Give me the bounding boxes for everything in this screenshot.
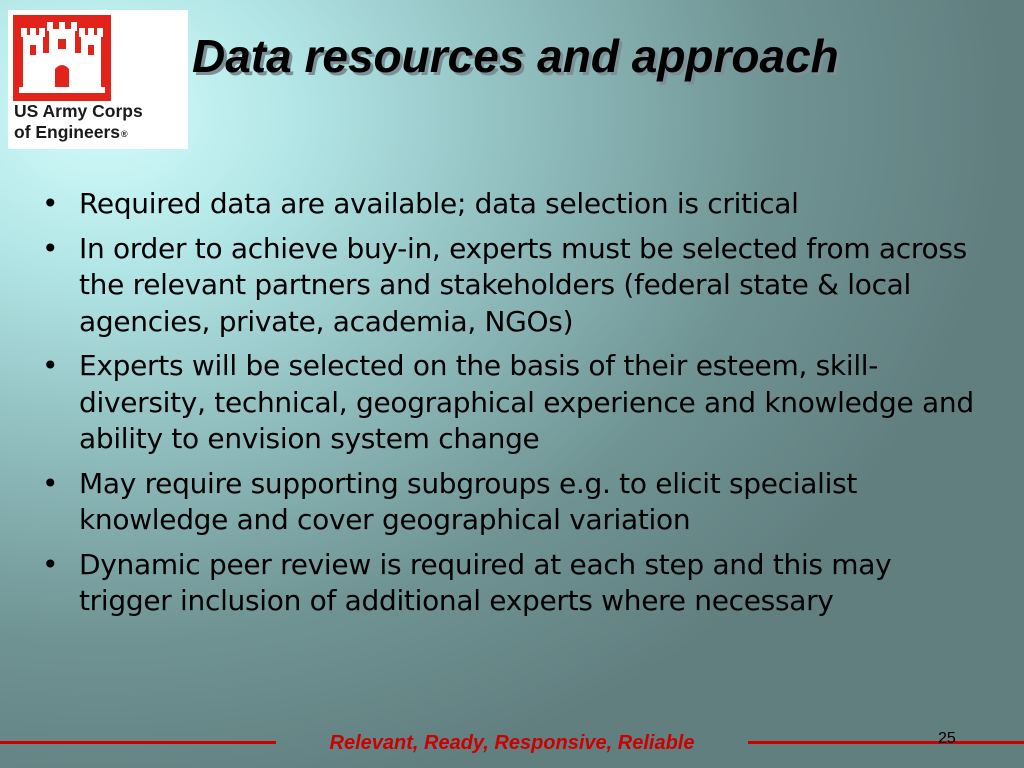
logo-line-2-text: of Engineers xyxy=(14,122,120,142)
bullet-item xyxy=(40,231,980,341)
bullet-text: Experts will be selected on the basis of their esteem, skill-diversity, technical, geographical experience and knowledge and ability to envision system change xyxy=(79,349,974,455)
bullet-text: May require supporting subgroups e.g. to elicit specialist knowledge and cover geographical variation xyxy=(79,466,858,536)
bullet-icon: • xyxy=(42,349,59,382)
logo-line-2 xyxy=(14,122,186,145)
usace-logo xyxy=(8,10,188,149)
logo-line-1: US Army Corps xyxy=(14,101,143,121)
bullet-icon: • xyxy=(42,547,59,581)
slide-title: Data resources and approach xyxy=(192,30,839,82)
castle-icon xyxy=(13,15,111,101)
bullet-item xyxy=(40,348,980,458)
bullet-text: Dynamic peer review is required at each step and this may trigger inclusion of additional experts where necessary xyxy=(79,547,892,617)
bullet-text: In order to achieve buy-in, experts must be selected from across the relevant partners and stakeholders (federal state & local agencies, private, academia, NGOs) xyxy=(79,231,967,338)
footer-divider-right xyxy=(748,741,1024,744)
logo-wordmark xyxy=(14,101,186,145)
bullet-icon: • xyxy=(42,466,59,500)
footer-tagline: Relevant, Ready, Responsive, Reliable xyxy=(329,732,695,754)
slide-footer xyxy=(0,722,1024,762)
footer-divider-left xyxy=(0,741,276,744)
bullet-icon: • xyxy=(42,187,59,220)
bullet-item xyxy=(40,466,980,539)
bullet-icon: • xyxy=(42,231,59,265)
bullet-text: Required data are available; data selection is critical xyxy=(79,187,799,220)
bullet-item xyxy=(40,186,980,223)
registered-mark: ® xyxy=(121,129,128,139)
bullet-list xyxy=(40,186,980,628)
page-number: 25 xyxy=(938,730,956,747)
bullet-item xyxy=(40,547,980,620)
